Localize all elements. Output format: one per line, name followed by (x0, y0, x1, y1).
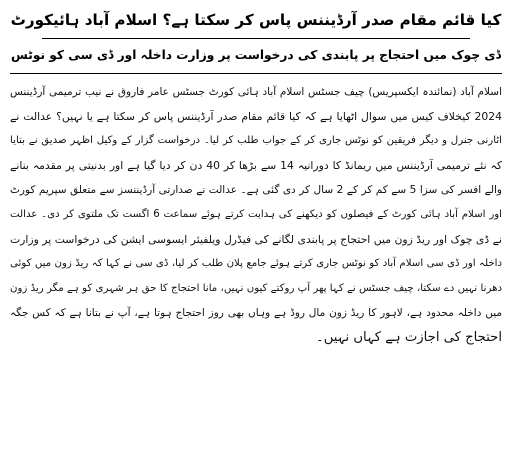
article-body-line: والے افسر کی سزا 5 سے کم کر کے 2 سال کر دی گئی ہے۔ عدالت نے صدارتی آرڈیننسز سے متعلق سپریم کورٹ (10, 184, 502, 197)
article-body-line: داخلہ اور ڈی سی اسلام آباد کو نوٹس جاری کرتے ہوئے جامع پلان طلب کر لیا، ڈی سی نے کہا کہ ریڈ زون میں کوئی (10, 258, 502, 270)
article-body-line: دھرنا نہیں دے سکتا، چیف جسٹس نے کہا پھر آپ روکتے کیوں نہیں، مانا احتجاج کا حق ہر شہری کو ہے مگر ریڈ زون (10, 282, 502, 294)
headline-main: کیا قائم مقام صدر آرڈیننس پاس کر سکتا ہے؟ اسلام آباد ہائیکورٹ (10, 11, 502, 29)
article-body-line: نے ڈی چوک اور ریڈ زون میں احتجاج پر پابندی لگانے کی فیڈرل ویلفیئر ایسوسی ایشن کی درخواست پر وزارت (10, 232, 502, 246)
article-body-line: احتجاج کی اجازت ہے کہاں نہیں۔ (316, 329, 502, 345)
article-body-line: اور اسلام آباد ہائی کورٹ کے فیصلوں کو دیکھنے کی ہدایت کرتے ہوئے سماعت 6 اگست تک ملتوی کر دی۔ عدالت (10, 208, 502, 220)
article-body-line: کہ نئے ترمیمی آرڈیننس میں ریمانڈ کا دورانیہ 14 سے بڑھا کر 40 دن کر دیا گیا ہے اور بدنیتی پر مقدمہ بنانے (10, 158, 502, 172)
article-body-line: اٹارنی جنرل و دیگر فریقین کو نوٹس جاری کر کے جواب طلب کر لیا۔ درخواست گزار کے وکیل اظہر صدیق نے بتایا (10, 135, 502, 147)
article-body (10, 80, 502, 351)
article-body-line: میں داخلہ محدود ہے، لاہور کا ریڈ زون مال روڈ ہے وہاں بھی روز احتجاج ہوتا ہے، آپ نے بتانا ہے کہ کس جگہ (10, 307, 502, 320)
article-body-line: 2024 کیخلاف کیس میں سوال اٹھایا ہے کہ کیا قائم مقام صدر آرڈیننس پاس کر سکتا ہے یا نہیں؟ عدالت نے (10, 109, 502, 123)
article-body-line: اسلام آباد (نمائندہ ایکسپریس) چیف جسٹس اسلام آباد ہائی کورٹ جسٹس عامر فاروق نے نیب ترمیمی آرڈیننس (10, 86, 502, 98)
headline-divider-top (42, 38, 470, 39)
headline-secondary: ڈی چوک میں احتجاج پر پابندی کی درخواست پر وزارت داخلہ اور ڈی سی کو نوٹس (11, 48, 501, 62)
headline-divider-bottom (10, 73, 502, 74)
